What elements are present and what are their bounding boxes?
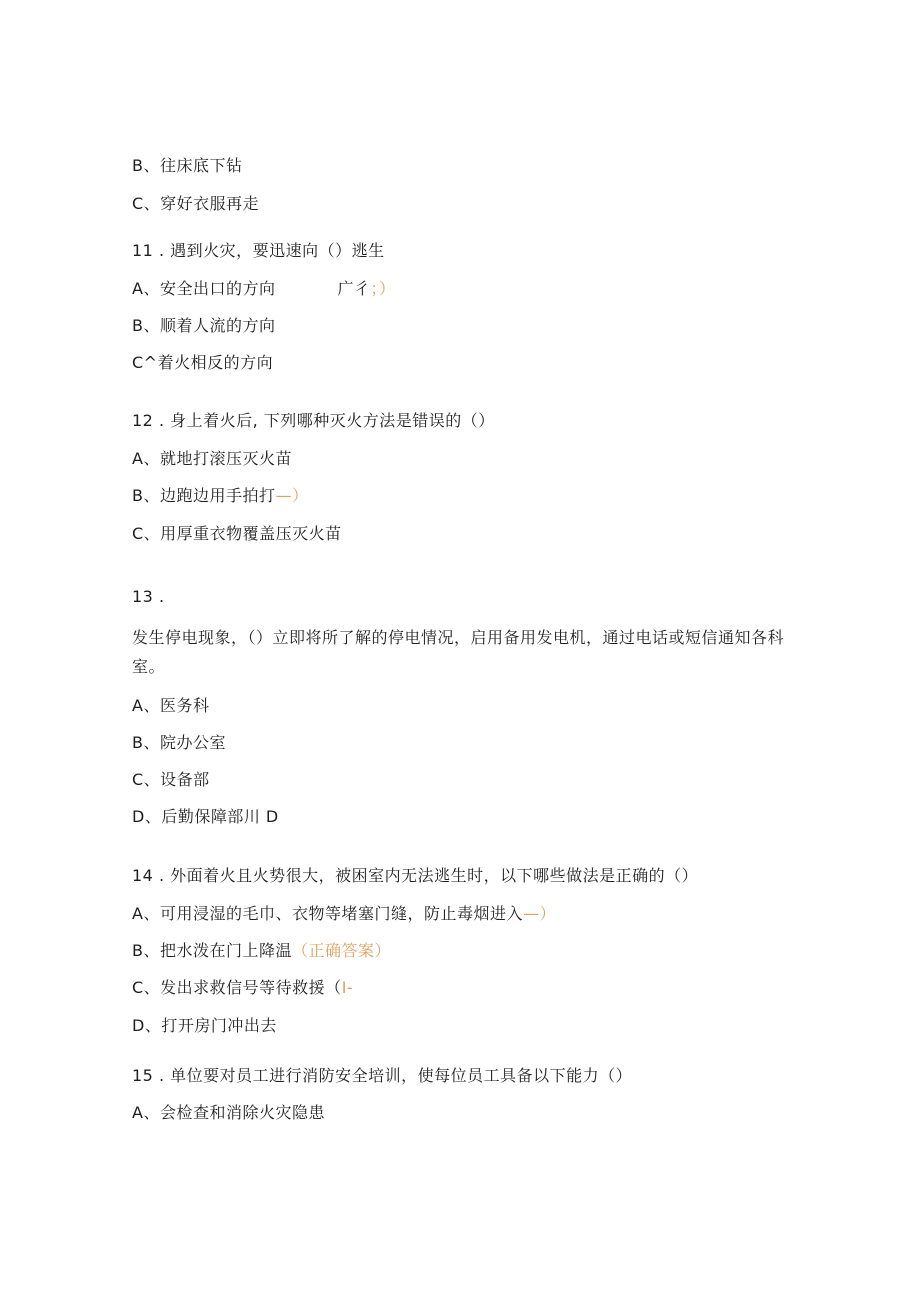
option-b-splash-water: [132, 941, 391, 961]
option-text: A、可用浸湿的毛巾、衣物等堵塞门缝，防止毒烟进入: [132, 904, 523, 923]
option-text: B、把水泼在门上降温: [132, 941, 292, 960]
question-text: 发生停电现象，（）立即将所了解的停电情况，启用备用发电机，通过电话或短信通知各科室。: [132, 628, 785, 676]
option-d-open-door: [132, 1016, 277, 1036]
question-12: [132, 411, 495, 431]
question-text: 15 . 单位要对员工进行消防安全培训，使每位员工具备以下能力（）: [132, 1066, 633, 1085]
option-a-inspect: [132, 1103, 325, 1123]
option-c-dress-first: [132, 194, 259, 214]
option-c-cover: [132, 524, 342, 544]
question-text: 14 . 外面着火且火势很大，被困室内无法逃生时，以下哪些做法是正确的（）: [132, 866, 699, 885]
question-text: 11 . 遇到火灾，要迅速向（）逃生: [132, 241, 385, 260]
option-d-logistics: [132, 807, 279, 827]
option-text: B、往床底下钻: [132, 156, 243, 175]
option-text: C、穿好衣服再走: [132, 194, 260, 213]
option-b-crowd-flow: [132, 316, 275, 336]
option-a-roll: [132, 449, 292, 469]
answer-mark: ；）: [370, 279, 396, 298]
option-c-opposite-fire: [132, 353, 273, 373]
question-text: 13 .: [132, 587, 165, 606]
option-text: A、会检查和消除火灾隐患: [132, 1103, 325, 1122]
question-14: [132, 866, 698, 886]
question-13-body: [132, 623, 792, 681]
option-a-medical-dept: [132, 696, 209, 716]
option-c-signal: [132, 978, 353, 998]
question-11: [132, 241, 385, 261]
option-text: C、发出求救信号等待救援（: [132, 978, 342, 997]
option-text: B、顺着人流的方向: [132, 316, 276, 335]
option-text: B、边跑边用手拍打: [132, 486, 276, 505]
option-b-under-bed: [132, 156, 242, 176]
answer-mark: I-: [341, 978, 354, 997]
answer-mark: —）: [522, 904, 556, 923]
scan-artifact-text: 广彳: [337, 279, 371, 298]
question-13-number: [132, 587, 165, 607]
option-text: C、用厚重衣物覆盖压灭火苗: [132, 524, 342, 543]
question-text: 12 . 身上着火后, 下列哪种灭火方法是错误的（）: [132, 411, 495, 430]
option-text: C、设备部: [132, 770, 210, 789]
correct-answer-mark: （正确答案）: [291, 941, 391, 960]
answer-mark: —）: [275, 486, 309, 505]
option-text: A、安全出口的方向: [132, 279, 276, 298]
option-text: A、就地打滚压灭火苗: [132, 449, 292, 468]
option-a-wet-towel: [132, 904, 556, 924]
option-c-equipment: [132, 770, 210, 790]
option-b-office: [132, 733, 226, 753]
option-text: C^着火相反的方向: [132, 353, 274, 372]
option-text: D、后勤保障部川 D: [132, 807, 279, 826]
option-b-run-pat: [132, 486, 309, 506]
option-text: A、医务科: [132, 696, 210, 715]
option-text: D、打开房门冲出去: [132, 1016, 277, 1035]
option-a-safe-exit: [132, 279, 395, 299]
option-text: B、院办公室: [132, 733, 226, 752]
question-15: [132, 1066, 632, 1086]
